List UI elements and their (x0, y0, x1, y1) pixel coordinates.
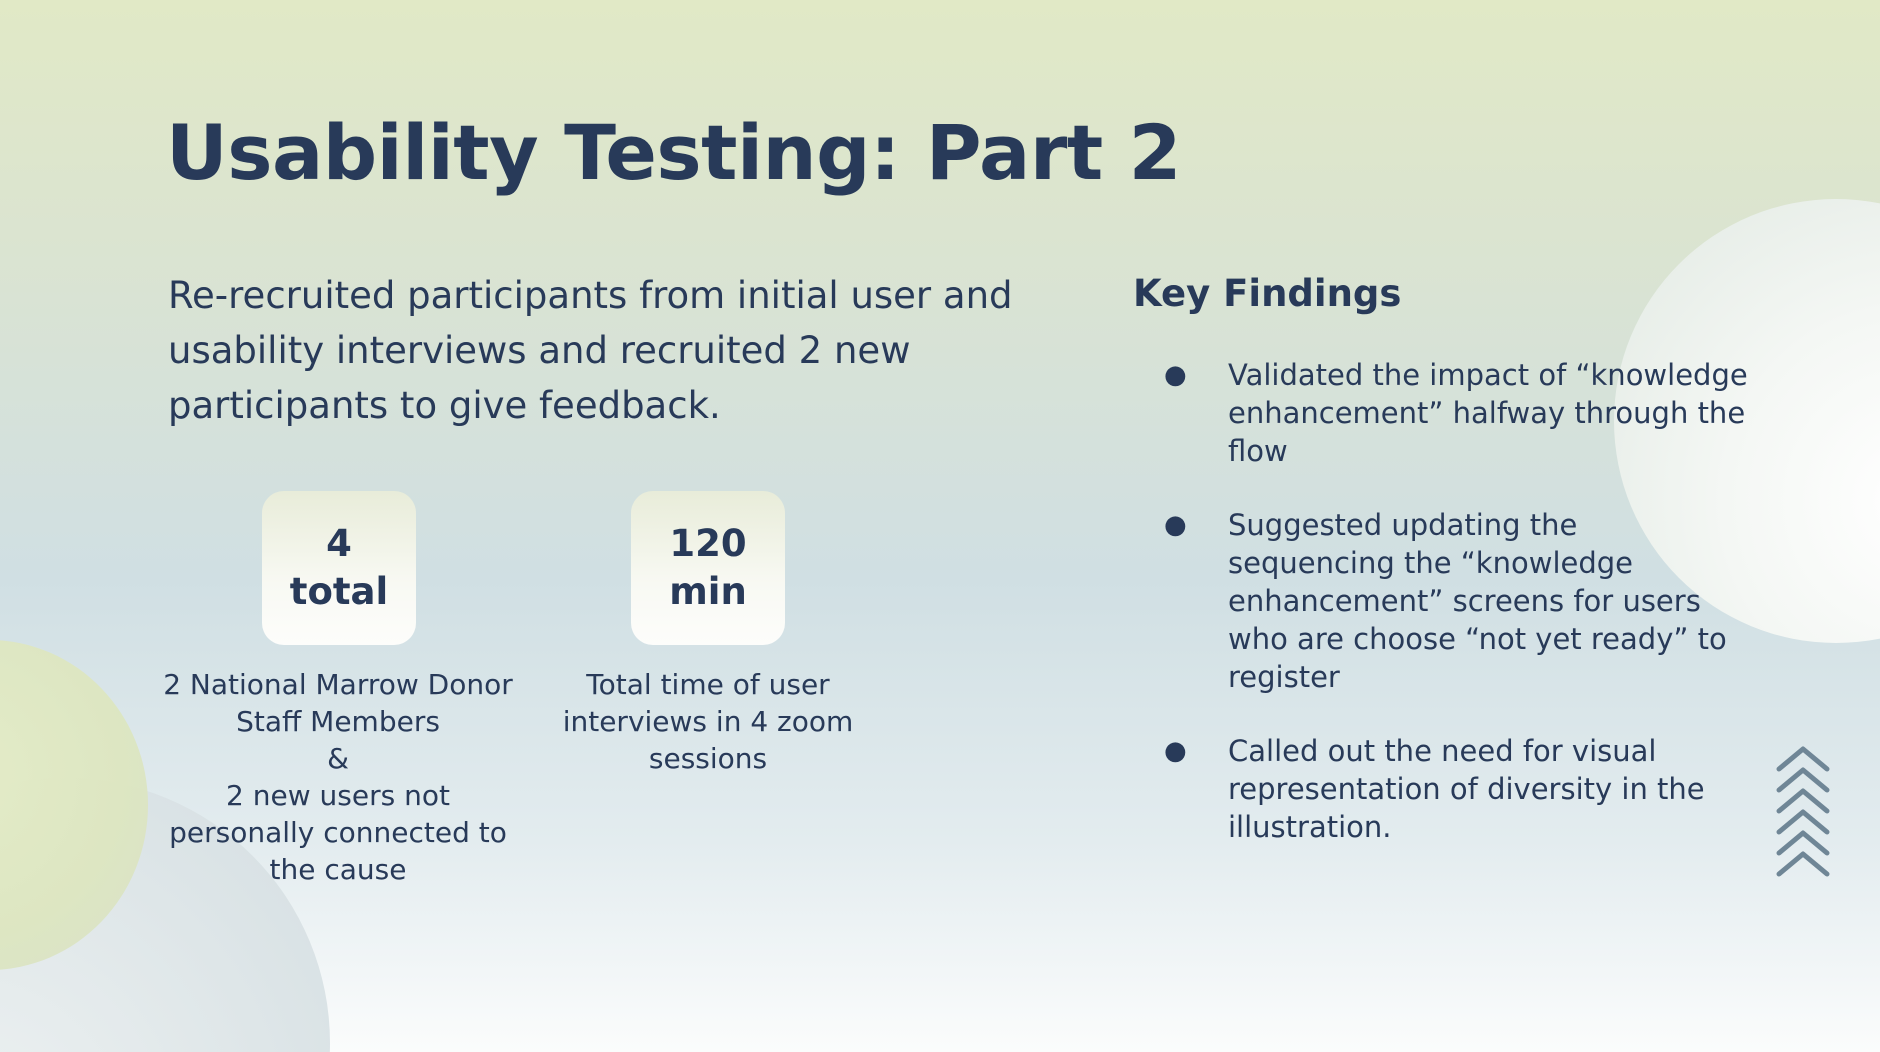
chevron-up-icon (1779, 812, 1827, 832)
finding-item (1133, 356, 1753, 470)
chevron-up-icon (1779, 833, 1827, 853)
finding-text: Suggested updating the sequencing the “knowledge enhancement” screens for users who are choose “not yet ready” to register (1228, 508, 1727, 694)
finding-text: Validated the impact of “knowledge enhancement” halfway through the flow (1228, 358, 1748, 468)
bullet-icon: ● (1164, 360, 1187, 390)
key-findings-list (1133, 356, 1753, 882)
stat-card-duration (631, 491, 785, 645)
stat-value: 120 (669, 522, 747, 565)
bullet-icon: ● (1164, 510, 1187, 540)
intro-text: Re-recruited participants from initial user and usability interviews and recruited 2 new participants to give feedback. (168, 274, 1013, 427)
finding-item (1133, 732, 1753, 846)
stat-unit: min (669, 570, 747, 613)
chevron-up-icon (1779, 770, 1827, 790)
chevron-up-icon (1779, 791, 1827, 811)
finding-text: Called out the need for visual representation of diversity in the illustration. (1228, 734, 1705, 844)
chevron-up-icon (1779, 749, 1827, 769)
slide-title: Usability Testing: Part 2 (166, 108, 1181, 197)
stat-unit: total (289, 570, 389, 613)
stat-value: 4 (326, 522, 352, 565)
bullet-icon: ● (1164, 736, 1187, 766)
chevron-up-icon (1779, 854, 1827, 874)
finding-item (1133, 506, 1753, 696)
stacked-chevrons-up-icon (1776, 745, 1830, 885)
stat-description-participants: 2 National Marrow Donor Staff Members & 2 new users not personally connected to the cause (163, 668, 513, 886)
stat-description-duration: Total time of user interviews in 4 zoom sessions (562, 668, 854, 775)
stat-card-participants (262, 491, 416, 645)
key-findings-heading: Key Findings (1133, 272, 1402, 315)
